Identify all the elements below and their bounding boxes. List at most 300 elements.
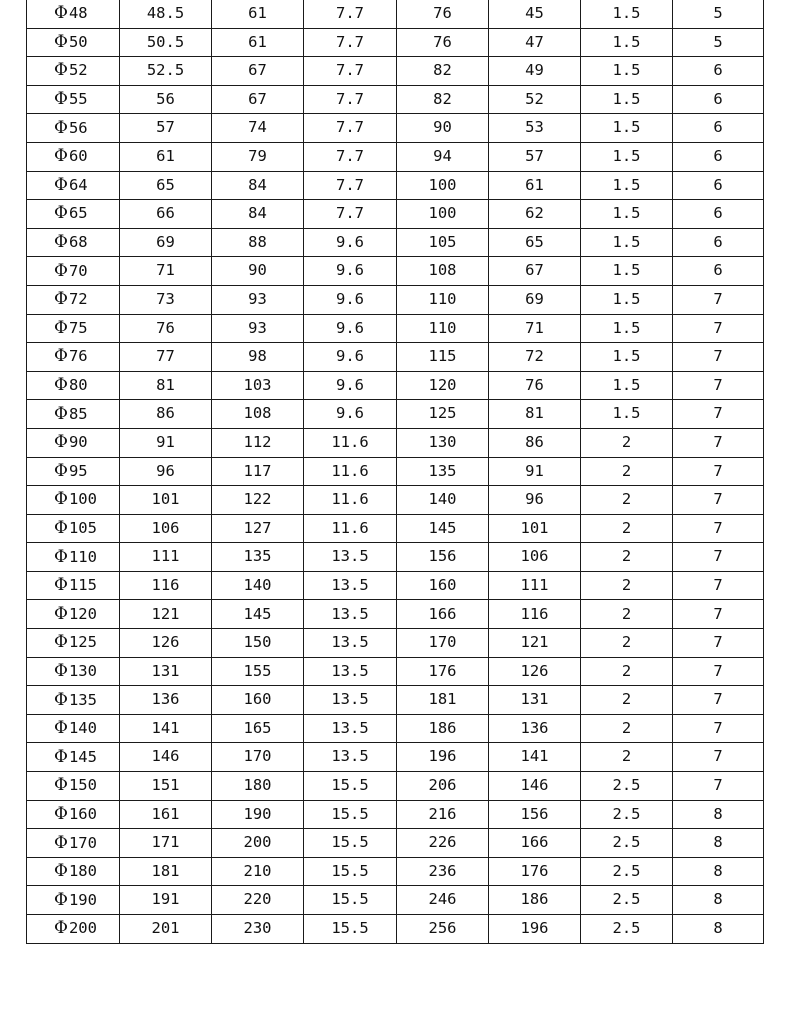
table-cell: 6: [673, 257, 764, 286]
table-cell: 246: [397, 886, 489, 915]
table-cell: 108: [212, 400, 304, 429]
table-cell: 5: [673, 28, 764, 57]
table-cell: 45: [489, 0, 581, 28]
diameter-cell: [27, 714, 120, 743]
table-cell: 160: [212, 686, 304, 715]
table-row: [27, 514, 764, 543]
table-cell: 122: [212, 486, 304, 515]
table-cell: 7.7: [304, 85, 397, 114]
diameter-cell: [27, 0, 120, 28]
table-cell: 2: [581, 600, 673, 629]
table-cell: 201: [120, 915, 212, 944]
table-cell: 110: [397, 285, 489, 314]
table-cell: 1.5: [581, 142, 673, 171]
table-cell: 61: [489, 171, 581, 200]
table-cell: 196: [489, 915, 581, 944]
table-row: [27, 800, 764, 829]
diameter-value: 190: [68, 890, 97, 909]
table-cell: 65: [489, 228, 581, 257]
diameter-value: 200: [68, 919, 97, 938]
table-cell: 110: [397, 314, 489, 343]
table-cell: 1.5: [581, 200, 673, 229]
table-cell: 2.5: [581, 857, 673, 886]
table-row: [27, 743, 764, 772]
diameter-cell: [27, 257, 120, 286]
diameter-symbol: Φ: [54, 60, 68, 81]
diameter-symbol: Φ: [54, 260, 68, 281]
table-cell: 126: [120, 629, 212, 658]
diameter-value: 150: [68, 776, 97, 795]
diameter-value: 70: [68, 261, 88, 280]
diameter-value: 80: [68, 376, 88, 395]
diameter-cell: [27, 915, 120, 944]
table-cell: 7: [673, 285, 764, 314]
table-cell: 7: [673, 428, 764, 457]
table-cell: 7: [673, 571, 764, 600]
table-cell: 94: [397, 142, 489, 171]
diameter-cell: [27, 886, 120, 915]
table-cell: 57: [489, 142, 581, 171]
table-cell: 88: [212, 228, 304, 257]
table-cell: 72: [489, 343, 581, 372]
diameter-symbol: Φ: [54, 289, 68, 310]
table-cell: 91: [489, 457, 581, 486]
diameter-symbol: Φ: [54, 3, 68, 24]
table-cell: 13.5: [304, 600, 397, 629]
table-cell: 1.5: [581, 228, 673, 257]
table-row: [27, 28, 764, 57]
table-cell: 121: [120, 600, 212, 629]
diameter-value: 115: [68, 576, 97, 595]
table-cell: 7.7: [304, 171, 397, 200]
table-cell: 141: [120, 714, 212, 743]
diameter-cell: [27, 171, 120, 200]
table-cell: 146: [120, 743, 212, 772]
table-cell: 6: [673, 142, 764, 171]
table-row: [27, 400, 764, 429]
diameter-symbol: Φ: [54, 403, 68, 424]
table-cell: 186: [397, 714, 489, 743]
table-cell: 7: [673, 743, 764, 772]
diameter-symbol: Φ: [54, 546, 68, 567]
table-cell: 65: [120, 171, 212, 200]
table-cell: 117: [212, 457, 304, 486]
diameter-symbol: Φ: [54, 174, 68, 195]
table-cell: 73: [120, 285, 212, 314]
table-cell: 71: [120, 257, 212, 286]
diameter-symbol: Φ: [54, 689, 68, 710]
table-cell: 76: [397, 0, 489, 28]
table-cell: 101: [120, 486, 212, 515]
table-row: [27, 171, 764, 200]
table-cell: 76: [397, 28, 489, 57]
table-cell: 210: [212, 857, 304, 886]
diameter-symbol: Φ: [54, 232, 68, 253]
table-cell: 79: [212, 142, 304, 171]
table-cell: 1.5: [581, 400, 673, 429]
diameter-value: 130: [68, 661, 97, 680]
table-cell: 7: [673, 457, 764, 486]
table-cell: 136: [120, 686, 212, 715]
table-cell: 96: [120, 457, 212, 486]
diameter-symbol: Φ: [54, 803, 68, 824]
table-cell: 2.5: [581, 829, 673, 858]
table-cell: 7.7: [304, 142, 397, 171]
table-cell: 2: [581, 457, 673, 486]
table-cell: 7: [673, 714, 764, 743]
table-cell: 7.7: [304, 200, 397, 229]
table-cell: 126: [489, 657, 581, 686]
table-cell: 196: [397, 743, 489, 772]
diameter-cell: [27, 142, 120, 171]
table-cell: 226: [397, 829, 489, 858]
table-cell: 256: [397, 915, 489, 944]
diameter-value: 120: [68, 604, 97, 623]
table-cell: 96: [489, 486, 581, 515]
table-cell: 176: [489, 857, 581, 886]
table-body: [27, 0, 764, 943]
table-cell: 82: [397, 85, 489, 114]
table-cell: 145: [397, 514, 489, 543]
table-cell: 56: [120, 85, 212, 114]
table-cell: 93: [212, 314, 304, 343]
table-cell: 103: [212, 371, 304, 400]
diameter-cell: [27, 371, 120, 400]
table-row: [27, 314, 764, 343]
table-cell: 170: [212, 743, 304, 772]
dimension-table-container: [26, 0, 764, 944]
diameter-value: 170: [68, 833, 97, 852]
table-row: [27, 114, 764, 143]
table-cell: 5: [673, 0, 764, 28]
table-cell: 1.5: [581, 171, 673, 200]
diameter-symbol: Φ: [54, 89, 68, 110]
table-cell: 105: [397, 228, 489, 257]
diameter-cell: [27, 543, 120, 572]
table-cell: 11.6: [304, 486, 397, 515]
table-row: [27, 714, 764, 743]
table-cell: 67: [489, 257, 581, 286]
table-cell: 86: [120, 400, 212, 429]
diameter-symbol: Φ: [54, 375, 68, 396]
table-cell: 156: [397, 543, 489, 572]
diameter-cell: [27, 800, 120, 829]
table-cell: 2: [581, 629, 673, 658]
table-cell: 67: [212, 57, 304, 86]
diameter-symbol: Φ: [54, 146, 68, 167]
table-cell: 9.6: [304, 371, 397, 400]
table-cell: 9.6: [304, 400, 397, 429]
table-cell: 13.5: [304, 657, 397, 686]
table-cell: 69: [489, 285, 581, 314]
table-cell: 106: [120, 514, 212, 543]
table-cell: 6: [673, 200, 764, 229]
table-cell: 15.5: [304, 915, 397, 944]
table-row: [27, 571, 764, 600]
table-row: [27, 257, 764, 286]
diameter-symbol: Φ: [54, 632, 68, 653]
table-cell: 100: [397, 171, 489, 200]
table-cell: 120: [397, 371, 489, 400]
table-cell: 151: [120, 772, 212, 801]
table-row: [27, 200, 764, 229]
table-cell: 106: [489, 543, 581, 572]
table-cell: 2: [581, 743, 673, 772]
table-cell: 236: [397, 857, 489, 886]
table-cell: 230: [212, 915, 304, 944]
table-cell: 67: [212, 85, 304, 114]
table-cell: 216: [397, 800, 489, 829]
diameter-symbol: Φ: [54, 889, 68, 910]
table-cell: 180: [212, 772, 304, 801]
table-cell: 155: [212, 657, 304, 686]
table-cell: 200: [212, 829, 304, 858]
table-cell: 186: [489, 886, 581, 915]
table-cell: 7.7: [304, 57, 397, 86]
diameter-value: 95: [68, 461, 88, 480]
table-cell: 13.5: [304, 686, 397, 715]
table-cell: 112: [212, 428, 304, 457]
table-cell: 6: [673, 85, 764, 114]
table-cell: 7: [673, 486, 764, 515]
table-cell: 15.5: [304, 800, 397, 829]
table-cell: 220: [212, 886, 304, 915]
table-cell: 7: [673, 371, 764, 400]
diameter-cell: [27, 600, 120, 629]
diameter-symbol: Φ: [54, 346, 68, 367]
table-cell: 115: [397, 343, 489, 372]
diameter-cell: [27, 314, 120, 343]
table-row: [27, 457, 764, 486]
table-cell: 111: [120, 543, 212, 572]
table-cell: 7: [673, 772, 764, 801]
diameter-cell: [27, 686, 120, 715]
table-cell: 2.5: [581, 886, 673, 915]
diameter-cell: [27, 57, 120, 86]
table-cell: 82: [397, 57, 489, 86]
table-cell: 2: [581, 657, 673, 686]
table-cell: 84: [212, 200, 304, 229]
table-cell: 116: [489, 600, 581, 629]
table-row: [27, 915, 764, 944]
table-cell: 141: [489, 743, 581, 772]
diameter-cell: [27, 743, 120, 772]
table-cell: 6: [673, 228, 764, 257]
diameter-symbol: Φ: [54, 603, 68, 624]
table-row: [27, 142, 764, 171]
table-row: [27, 0, 764, 28]
table-cell: 62: [489, 200, 581, 229]
table-cell: 8: [673, 857, 764, 886]
table-row: [27, 829, 764, 858]
table-cell: 49: [489, 57, 581, 86]
table-cell: 127: [212, 514, 304, 543]
table-cell: 8: [673, 800, 764, 829]
diameter-value: 145: [68, 747, 97, 766]
table-cell: 52.5: [120, 57, 212, 86]
table-cell: 7: [673, 629, 764, 658]
diameter-value: 125: [68, 633, 97, 652]
diameter-cell: [27, 829, 120, 858]
table-cell: 13.5: [304, 714, 397, 743]
table-cell: 145: [212, 600, 304, 629]
table-cell: 135: [397, 457, 489, 486]
table-cell: 7.7: [304, 28, 397, 57]
table-cell: 57: [120, 114, 212, 143]
table-cell: 7: [673, 543, 764, 572]
table-cell: 93: [212, 285, 304, 314]
table-cell: 1.5: [581, 343, 673, 372]
table-cell: 1.5: [581, 57, 673, 86]
diameter-cell: [27, 629, 120, 658]
table-cell: 84: [212, 171, 304, 200]
table-cell: 131: [489, 686, 581, 715]
table-row: [27, 686, 764, 715]
table-cell: 74: [212, 114, 304, 143]
table-cell: 116: [120, 571, 212, 600]
table-cell: 1.5: [581, 257, 673, 286]
diameter-symbol: Φ: [54, 460, 68, 481]
diameter-cell: [27, 85, 120, 114]
table-cell: 160: [397, 571, 489, 600]
diameter-symbol: Φ: [54, 432, 68, 453]
diameter-value: 105: [68, 518, 97, 537]
diameter-symbol: Φ: [54, 861, 68, 882]
table-cell: 161: [120, 800, 212, 829]
table-cell: 13.5: [304, 743, 397, 772]
table-row: [27, 428, 764, 457]
table-row: [27, 600, 764, 629]
table-cell: 90: [397, 114, 489, 143]
table-cell: 77: [120, 343, 212, 372]
table-cell: 76: [489, 371, 581, 400]
diameter-value: 48: [68, 4, 88, 23]
dimension-table: [26, 0, 764, 944]
diameter-value: 68: [68, 233, 88, 252]
table-cell: 121: [489, 629, 581, 658]
table-cell: 6: [673, 171, 764, 200]
table-cell: 1.5: [581, 28, 673, 57]
diameter-symbol: Φ: [54, 775, 68, 796]
diameter-value: 56: [68, 118, 88, 137]
table-cell: 13.5: [304, 629, 397, 658]
table-cell: 47: [489, 28, 581, 57]
diameter-value: 76: [68, 347, 88, 366]
table-cell: 190: [212, 800, 304, 829]
table-cell: 100: [397, 200, 489, 229]
diameter-symbol: Φ: [54, 517, 68, 538]
table-cell: 2.5: [581, 915, 673, 944]
diameter-value: 100: [68, 490, 97, 509]
diameter-value: 75: [68, 318, 88, 337]
table-cell: 81: [120, 371, 212, 400]
diameter-symbol: Φ: [54, 489, 68, 510]
table-cell: 2: [581, 514, 673, 543]
diameter-value: 160: [68, 804, 97, 823]
table-cell: 165: [212, 714, 304, 743]
table-row: [27, 629, 764, 658]
table-cell: 176: [397, 657, 489, 686]
table-cell: 150: [212, 629, 304, 658]
table-cell: 9.6: [304, 314, 397, 343]
diameter-cell: [27, 285, 120, 314]
table-cell: 71: [489, 314, 581, 343]
table-cell: 170: [397, 629, 489, 658]
table-cell: 7.7: [304, 114, 397, 143]
table-cell: 81: [489, 400, 581, 429]
diameter-cell: [27, 857, 120, 886]
table-cell: 11.6: [304, 457, 397, 486]
table-cell: 13.5: [304, 543, 397, 572]
table-cell: 8: [673, 829, 764, 858]
diameter-cell: [27, 571, 120, 600]
table-cell: 1.5: [581, 85, 673, 114]
diameter-symbol: Φ: [54, 746, 68, 767]
diameter-cell: [27, 343, 120, 372]
diameter-symbol: Φ: [54, 117, 68, 138]
table-cell: 125: [397, 400, 489, 429]
table-cell: 166: [489, 829, 581, 858]
diameter-value: 65: [68, 204, 88, 223]
table-cell: 2: [581, 686, 673, 715]
table-row: [27, 886, 764, 915]
table-cell: 7: [673, 400, 764, 429]
table-cell: 15.5: [304, 857, 397, 886]
diameter-symbol: Φ: [54, 31, 68, 52]
table-cell: 61: [212, 28, 304, 57]
table-cell: 191: [120, 886, 212, 915]
diameter-symbol: Φ: [54, 660, 68, 681]
diameter-value: 72: [68, 290, 88, 309]
table-cell: 50.5: [120, 28, 212, 57]
table-cell: 7: [673, 314, 764, 343]
table-cell: 181: [120, 857, 212, 886]
table-cell: 2: [581, 543, 673, 572]
table-cell: 171: [120, 829, 212, 858]
diameter-value: 50: [68, 32, 88, 51]
table-cell: 2: [581, 714, 673, 743]
diameter-symbol: Φ: [54, 575, 68, 596]
diameter-cell: [27, 28, 120, 57]
table-cell: 69: [120, 228, 212, 257]
table-cell: 1.5: [581, 314, 673, 343]
table-cell: 7.7: [304, 0, 397, 28]
diameter-cell: [27, 400, 120, 429]
table-cell: 86: [489, 428, 581, 457]
diameter-symbol: Φ: [54, 203, 68, 224]
table-cell: 53: [489, 114, 581, 143]
diameter-cell: [27, 428, 120, 457]
diameter-cell: [27, 114, 120, 143]
table-cell: 1.5: [581, 114, 673, 143]
table-cell: 13.5: [304, 571, 397, 600]
table-row: [27, 85, 764, 114]
table-cell: 140: [212, 571, 304, 600]
table-cell: 91: [120, 428, 212, 457]
table-cell: 2: [581, 571, 673, 600]
table-cell: 9.6: [304, 343, 397, 372]
table-row: [27, 371, 764, 400]
table-row: [27, 486, 764, 515]
diameter-value: 85: [68, 404, 88, 423]
diameter-symbol: Φ: [54, 317, 68, 338]
table-cell: 6: [673, 114, 764, 143]
table-cell: 1.5: [581, 371, 673, 400]
table-cell: 61: [120, 142, 212, 171]
table-cell: 9.6: [304, 228, 397, 257]
diameter-value: 60: [68, 147, 88, 166]
diameter-value: 55: [68, 90, 88, 109]
